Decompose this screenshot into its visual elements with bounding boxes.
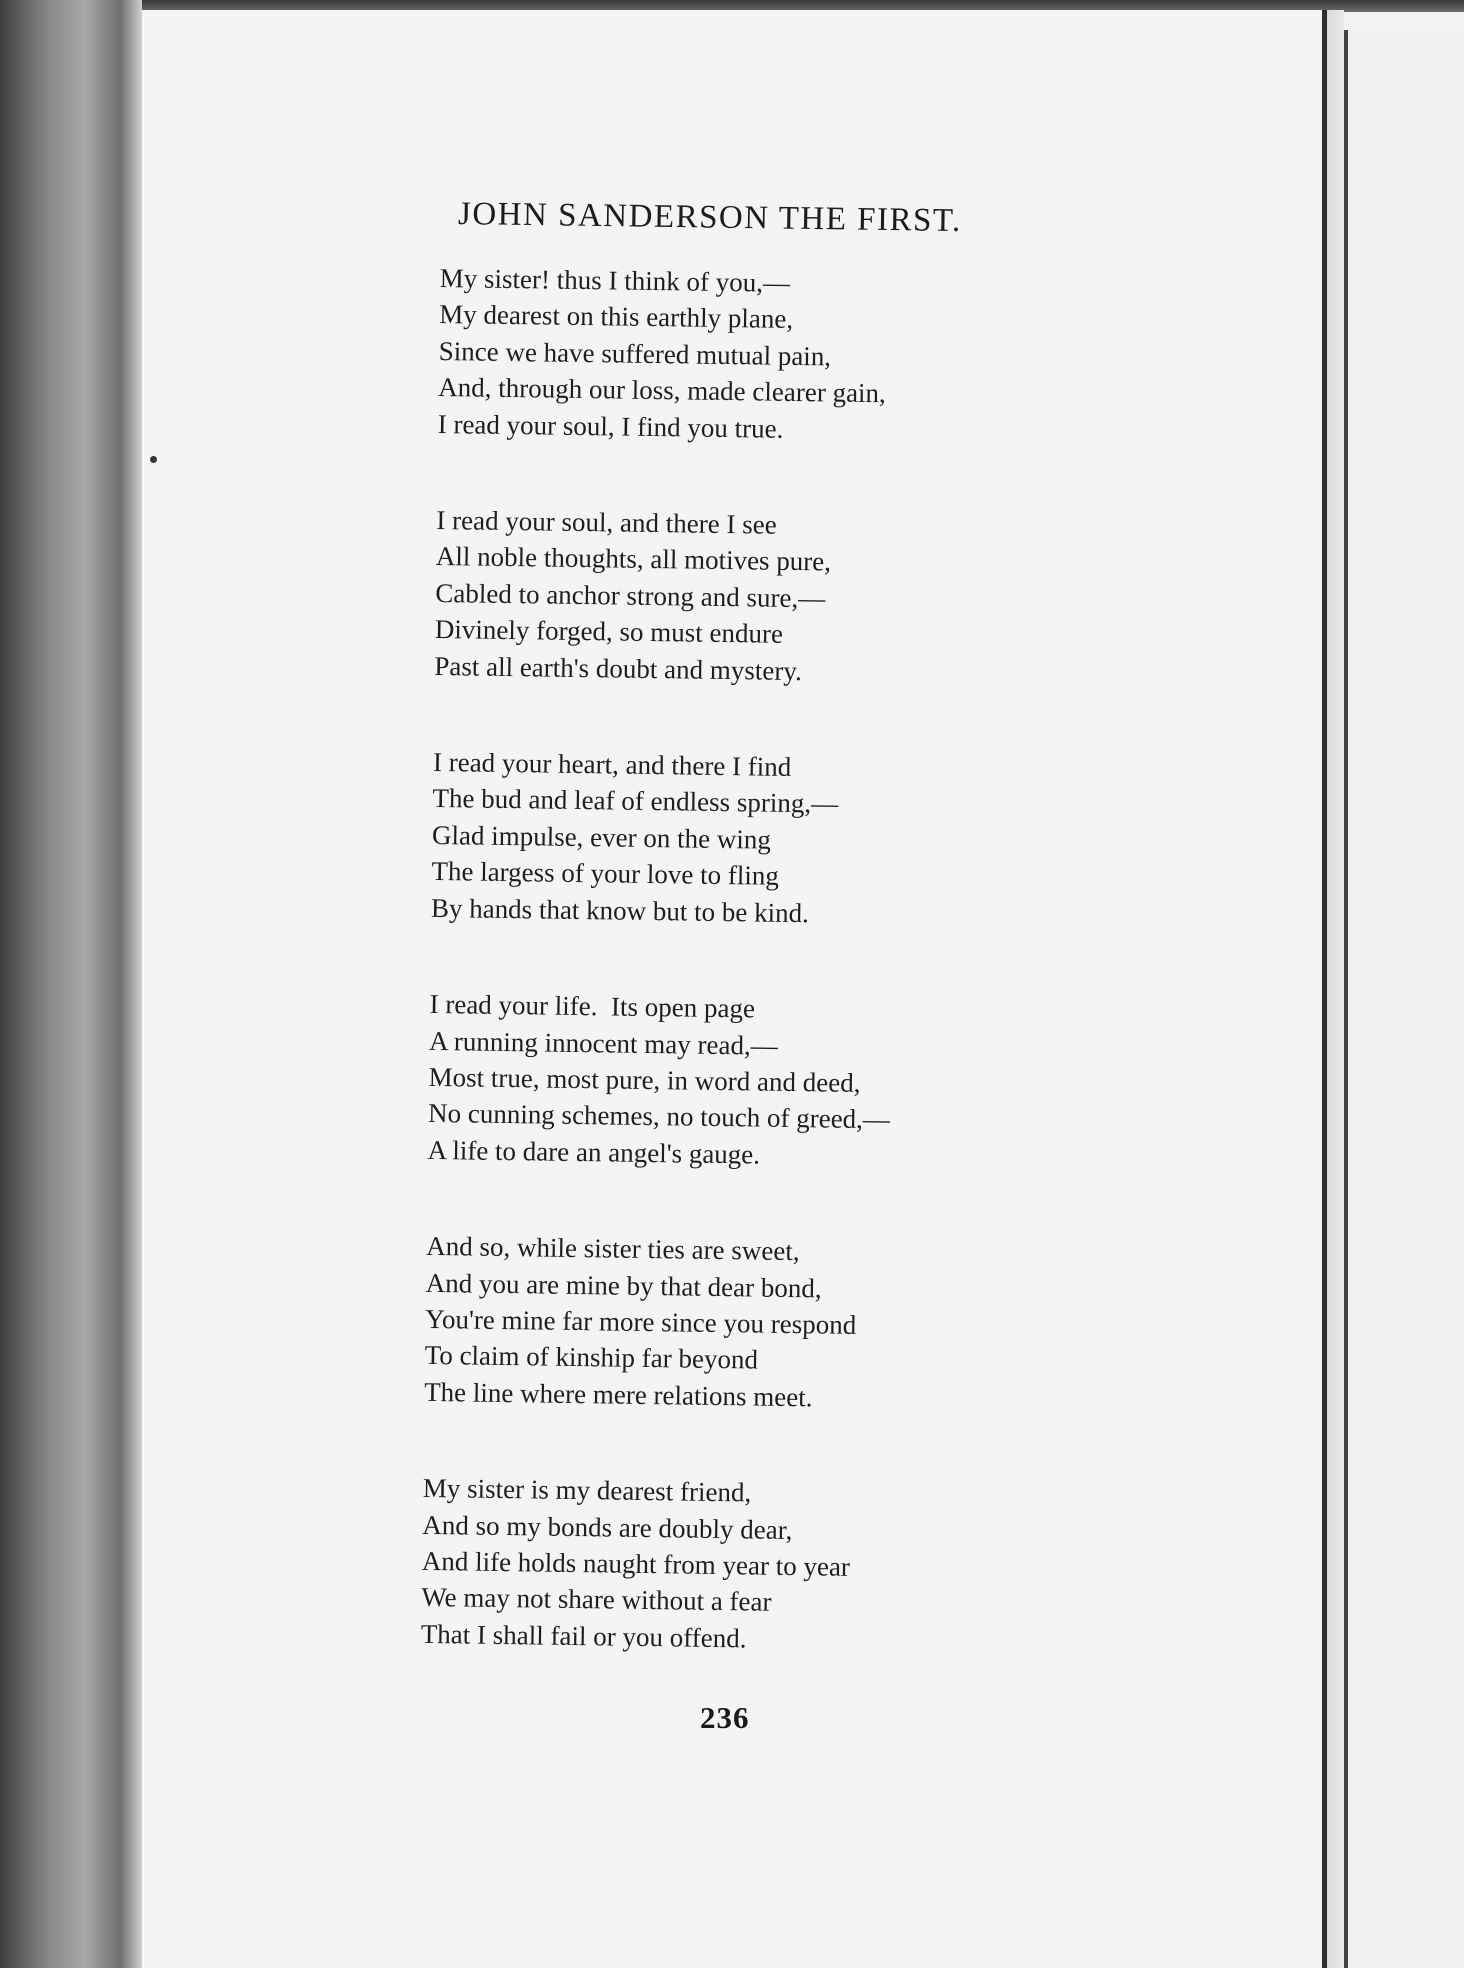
- book-gutter: [1327, 10, 1344, 1968]
- poem-line: Divinely forged, so must endure: [434, 614, 784, 650]
- poem-line: No cunning schemes, no touch of greed,—: [427, 1098, 891, 1135]
- poem-line: And life holds naught from year to year: [421, 1545, 851, 1582]
- facing-page-edge: [1344, 30, 1464, 1968]
- poem-line: My sister! thus I think of you,—: [439, 262, 791, 298]
- poem-line: My sister is my dearest friend,: [422, 1473, 752, 1508]
- poem-line: That I shall fail or you offend.: [420, 1618, 747, 1654]
- poem-line: The bud and leaf of endless spring,—: [432, 783, 839, 820]
- poem-line: And, through our loss, made clearer gain,: [438, 372, 887, 409]
- poem-line: The largess of your love to fling: [431, 856, 780, 892]
- book-page-edges: [0, 0, 142, 1968]
- margin-mark: [150, 456, 157, 463]
- poem-line: Glad impulse, ever on the wing: [431, 819, 772, 855]
- poem-line: My dearest on this earthly plane,: [439, 299, 794, 335]
- poem-line: To claim of kinship far beyond: [424, 1340, 759, 1375]
- poem-line: And so my bonds are doubly dear,: [422, 1509, 793, 1545]
- stanza-5: [424, 1228, 1066, 1419]
- poem-body: [420, 260, 1080, 1721]
- poem-line: Cabled to anchor strong and sure,—: [435, 577, 826, 614]
- poem-title: JOHN SANDERSON THE FIRST.: [457, 196, 963, 240]
- poem-line: Past all earth's doubt and mystery.: [434, 650, 803, 686]
- stanza-2: [434, 502, 1076, 693]
- poem-line: And so, while sister ties are sweet,: [426, 1231, 800, 1267]
- stanza-3: [431, 744, 1073, 935]
- poem-line: You're mine far more since you respond: [425, 1303, 857, 1340]
- poem-line: I read your soul, I find you true.: [437, 408, 784, 444]
- poem-line: Since we have suffered mutual pain,: [438, 335, 832, 372]
- poem-line: I read your soul, and there I see: [436, 505, 777, 540]
- poem-line: The line where mere relations meet.: [423, 1376, 813, 1413]
- page-number: 236: [700, 1700, 750, 1735]
- stanza-4: [427, 986, 1069, 1177]
- poem-line: By hands that know but to be kind.: [430, 892, 810, 928]
- poem-line: We may not share without a fear: [421, 1582, 772, 1618]
- poem-line: And you are mine by that dear bond,: [425, 1267, 822, 1303]
- stanza-6: [421, 1470, 1063, 1661]
- poem-line: All noble thoughts, all motives pure,: [435, 541, 832, 577]
- poem-line: A running innocent may read,—: [428, 1025, 778, 1061]
- stanza-1: [437, 260, 1079, 451]
- poem-line: I read your life. Its open page: [429, 989, 756, 1024]
- poem-line: I read your heart, and there I find: [432, 747, 792, 783]
- poem-line: A life to dare an angel's gauge.: [427, 1134, 761, 1170]
- poem-line: Most true, most pure, in word and deed,: [428, 1061, 861, 1098]
